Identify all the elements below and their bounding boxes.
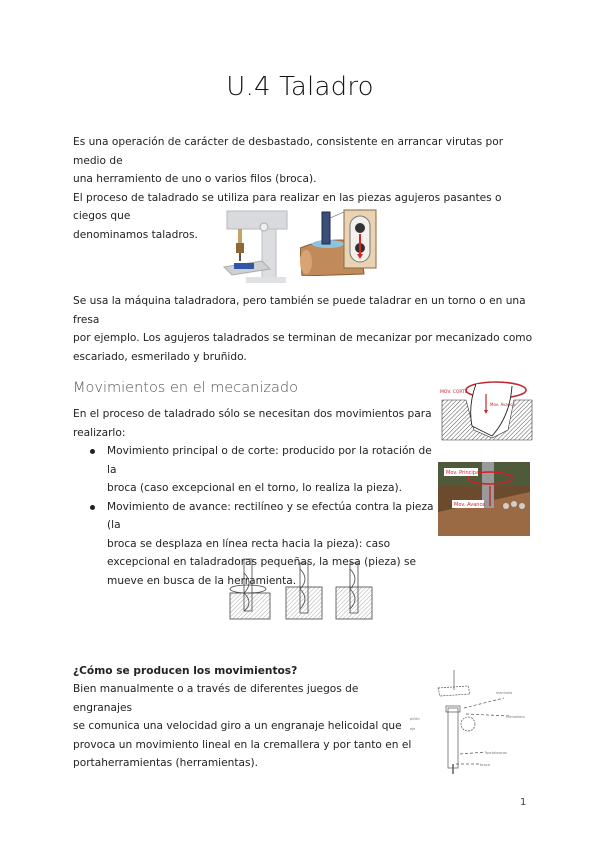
page-title: U.4 Taladro <box>226 72 374 102</box>
rack-pinion-sketch <box>408 668 532 776</box>
intro-line: Es una operación de carácter de desbastado, consistente en arrancar virutas por medio de <box>73 136 504 167</box>
drilling-photo <box>438 462 530 536</box>
svg-text:portabrocas: portabrocas <box>486 751 507 755</box>
cutting-motion-diagram <box>438 376 534 442</box>
how-line: Bien manualmente o a través de diferentes juegos de engranajes <box>73 683 359 714</box>
movements-intro-line: En el proceso de taladrado sólo se necesitan dos movimientos para <box>73 408 432 420</box>
list-item-line: excepcional en taladradoras pequeñas, la mesa (pieza) se <box>107 556 417 568</box>
bullet-icon <box>90 505 95 510</box>
section-heading-movimientos: Movimientos en el mecanizado <box>73 380 298 396</box>
list-item-line: Movimiento de avance: rectilíneo y se efectúa contra la pieza (la <box>107 500 434 531</box>
movements-intro <box>73 405 433 442</box>
section-heading-como: ¿Cómo se producen los movimientos? <box>73 665 298 677</box>
how-line: se comunica una velocidad giro a un engranaje helicoidal que <box>73 720 402 732</box>
usage-line: por ejemplo. Los agujeros taladrados se terminan de mecanizar por mecanizado como <box>73 332 533 344</box>
drilling-detail-image <box>300 208 378 276</box>
list-item-line: Movimiento principal o de corte: producido por la rotación de la <box>107 445 432 476</box>
photo-avance-label: Mov. Avance <box>454 502 486 508</box>
intro-line: una herramiento de uno o varios filos (broca). <box>73 173 317 185</box>
page-number: 1 <box>520 797 527 808</box>
bullet-icon <box>90 449 95 454</box>
svg-text:piñón: piñón <box>410 717 420 721</box>
intro-line: denominamos taladros. <box>73 228 198 241</box>
movements-intro-line: realizarlo: <box>73 426 126 439</box>
svg-text:eje: eje <box>410 727 416 731</box>
mov-corte-label: MOV. CORTE <box>440 390 468 395</box>
list-item-line: broca (caso excepcional en el torno, lo realiza la pieza). <box>107 482 403 494</box>
usage-paragraph <box>73 292 533 366</box>
drill-bits-sketch <box>226 553 376 623</box>
svg-text:cremallera: cremallera <box>506 715 525 719</box>
intro-line: El proceso de taladrado se utiliza para realizar en las piezas agujeros pasantes o ciegos que <box>73 191 502 222</box>
svg-text:broca: broca <box>480 763 490 767</box>
list-item-movimiento-principal <box>90 442 435 498</box>
list-item-line: broca se desplaza en línea recta hacia la pieza): caso <box>107 537 391 550</box>
svg-text:manivela: manivela <box>496 691 513 695</box>
list-item-line: mueve en busca de la herramienta. <box>107 574 297 587</box>
how-line: provoca un movimiento lineal en la cremallera y por tanto en el <box>73 738 412 751</box>
photo-principal-label: Mov. Principal <box>446 470 481 476</box>
usage-line: Se usa la máquina taladradora, pero también se puede taladrar en un torno o en una fresa <box>73 295 526 326</box>
how-line: portaherramientas (herramientas). <box>73 757 259 769</box>
usage-line: escariado, esmerilado y bruñido. <box>73 350 247 363</box>
drill-press-image <box>222 203 292 285</box>
mov-avance-label: Mov. Avance <box>490 402 516 407</box>
